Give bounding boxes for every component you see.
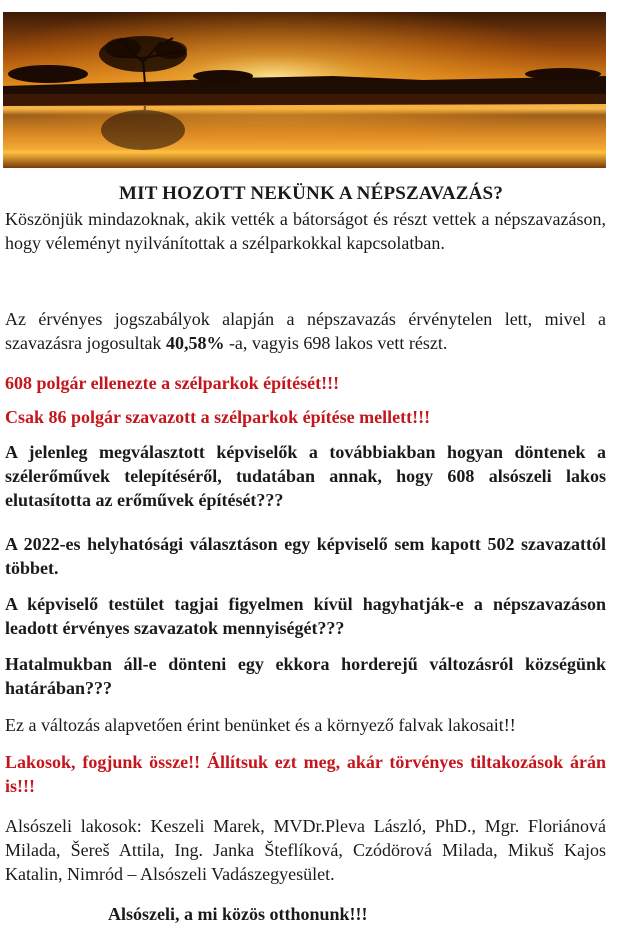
signatories-paragraph: Alsószeli lakosok: Keszeli Marek, MVDr.Pleva László, PhD., Mgr. Floriánová Milada, Šereš Attila, Ing. Janka Šteflíková, Czódörová Milada, Mikuš Kajos Katalin, Nimród – Alsószeli Vadászegyesület. — [5, 816, 606, 884]
votes-for-line: Csak 86 polgár szavazott a szélparkok építése mellett!!! — [5, 407, 431, 427]
sunset-lake-photo — [3, 12, 606, 168]
election-paragraph: A 2022-es helyhatósági választáson egy képviselő sem kapott 502 szavazattól többet. — [5, 534, 606, 578]
call-to-action: Lakosok, fogjunk össze!! Állítsuk ezt meg, akár törvényes tiltakozások árán is!!! — [5, 752, 606, 796]
page-title: MIT HOZOTT NEKÜNK A NÉPSZAVAZÁS? — [118, 183, 504, 204]
closing-slogan: Alsószeli, a mi közös otthonunk!!! — [108, 904, 368, 924]
thank-you-paragraph: Köszönjük mindazoknak, akik vették a bátorságot és részt vettek a népszavazáson, hogy véleményt nyilvánítottak a szélparkokkal kapcsolatban. — [5, 209, 606, 253]
turnout-percentage: 40,58% — [165, 333, 225, 353]
result-text-after: -a, vagyis 698 lakos vett részt. — [224, 333, 448, 353]
result-text-before: Az érvényes jogszabályok alapján a népszavazás érvénytelen lett, mivel a szavazásra jogosultak — [5, 309, 606, 353]
representatives-question: A jelenleg megválasztott képviselők a továbbiakban hogyan döntenek a szélerőművek telepítéséről, tudatában annak, hogy 608 alsószeli lakos elutasította az erőművek építését??? — [5, 442, 606, 510]
votes-against-line: 608 polgár ellenezte a szélparkok építését!!! — [5, 373, 340, 393]
referendum-result-paragraph — [5, 307, 606, 355]
council-question: A képviselő testület tagjai figyelmen kívül hagyhatják-e a népszavazáson leadott érvényes szavazatok mennyiségét??? — [5, 594, 606, 638]
impact-statement: Ez a változás alapvetően érint benünket és a környező falvak lakosait!! — [5, 715, 516, 735]
authority-question: Hatalmukban áll-e dönteni egy ekkora horderejű változásról községünk határában??? — [5, 654, 606, 698]
